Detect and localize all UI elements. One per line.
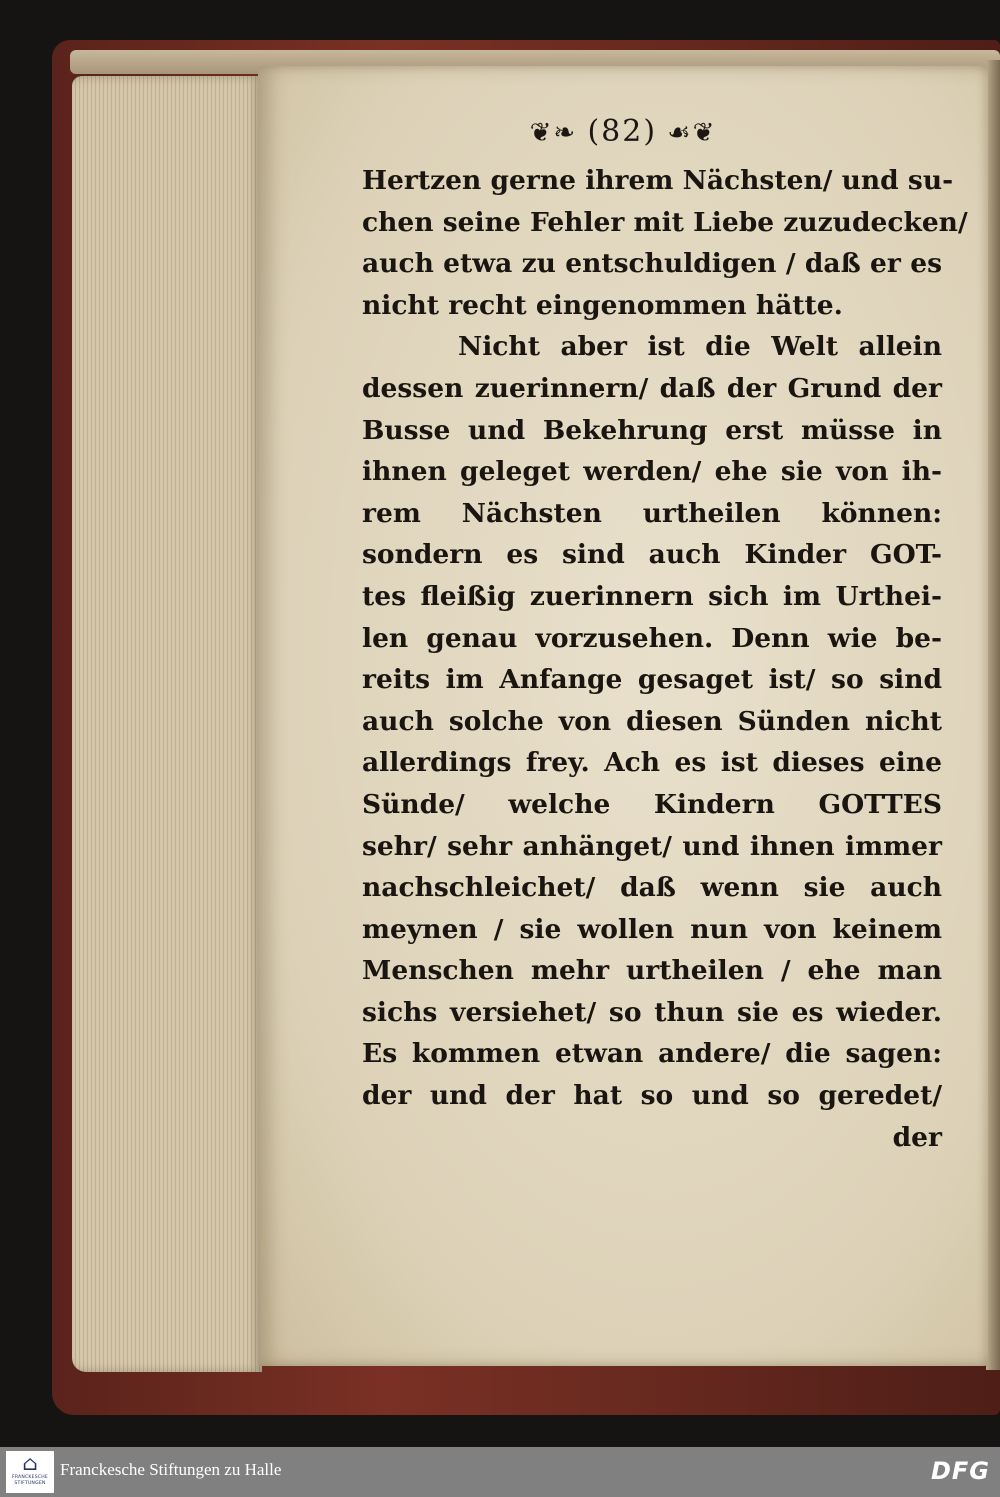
text-line: rem Nächsten urtheilen können: <box>362 497 942 529</box>
text-line: tes fleißig zuerinnern sich im Urthei- <box>362 580 942 612</box>
text-line: sondern es sind auch Kinder GOT- <box>362 539 942 571</box>
text-line: Hertzen gerne ihrem Nächsten/ und su- <box>362 165 954 196</box>
fleuron-ornament-icon: ☙❦ <box>657 118 717 148</box>
dfg-logo[interactable]: DFG <box>930 1457 990 1485</box>
text-line: auch etwa zu entschuldigen / daß er es <box>362 248 942 280</box>
text-line: chen seine Fehler mit Liebe zuzudecken/ <box>362 206 968 238</box>
text-line: Menschen mehr urtheilen / ehe man <box>362 955 942 987</box>
text-line: reits im Anfange gesaget ist/ so sind <box>362 664 942 696</box>
institution-name[interactable]: Franckesche Stiftungen zu Halle <box>60 1460 282 1479</box>
text-line: Es kommen etwan andere/ die sagen: <box>362 1038 942 1070</box>
orphanage-building-icon: ⌂ <box>22 1451 38 1475</box>
book-page-edges <box>72 76 262 1372</box>
text-line: meynen / sie wollen nun von keinem <box>362 913 942 945</box>
text-line: Sünde/ welche Kindern GOTTES <box>362 788 942 820</box>
logo-text: FRANCKESCHE STIFTUNGEN <box>11 1475 49 1486</box>
fleuron-ornament-icon: ❦❧ <box>529 118 588 148</box>
text-line: allerdings frey. Ach es ist dieses eine <box>362 747 942 779</box>
viewer-footer <box>0 1447 1000 1497</box>
text-line: Nicht aber ist die Welt allein <box>458 331 942 363</box>
text-line: nachschleichet/ daß wenn sie auch <box>362 872 942 904</box>
text-line: dessen zuerinnern/ daß der Grund der <box>362 372 942 404</box>
text-line: len genau vorzusehen. Denn wie be- <box>362 622 942 654</box>
text-line: Busse und Bekehrung erst müsse in <box>362 414 942 446</box>
page-text <box>362 160 968 1158</box>
text-line: sehr/ sehr anhänget/ und ihnen immer <box>362 830 942 862</box>
page-header <box>258 114 988 149</box>
text-line: sichs versiehet/ so thun sie es wieder. <box>362 996 942 1028</box>
page-number: (82) <box>587 114 658 149</box>
binding-strip <box>986 60 1000 1370</box>
institution-logo[interactable] <box>6 1451 54 1493</box>
book-page <box>258 66 988 1366</box>
text-line: auch solche von diesen Sünden nicht <box>362 705 942 737</box>
text-line: nicht recht eingenommen hätte. <box>362 289 843 321</box>
text-line: der und der hat so und so geredet/ <box>362 1080 942 1112</box>
catchword: der <box>892 1121 942 1153</box>
text-line: ihnen geleget werden/ ehe sie von ih- <box>362 456 942 488</box>
